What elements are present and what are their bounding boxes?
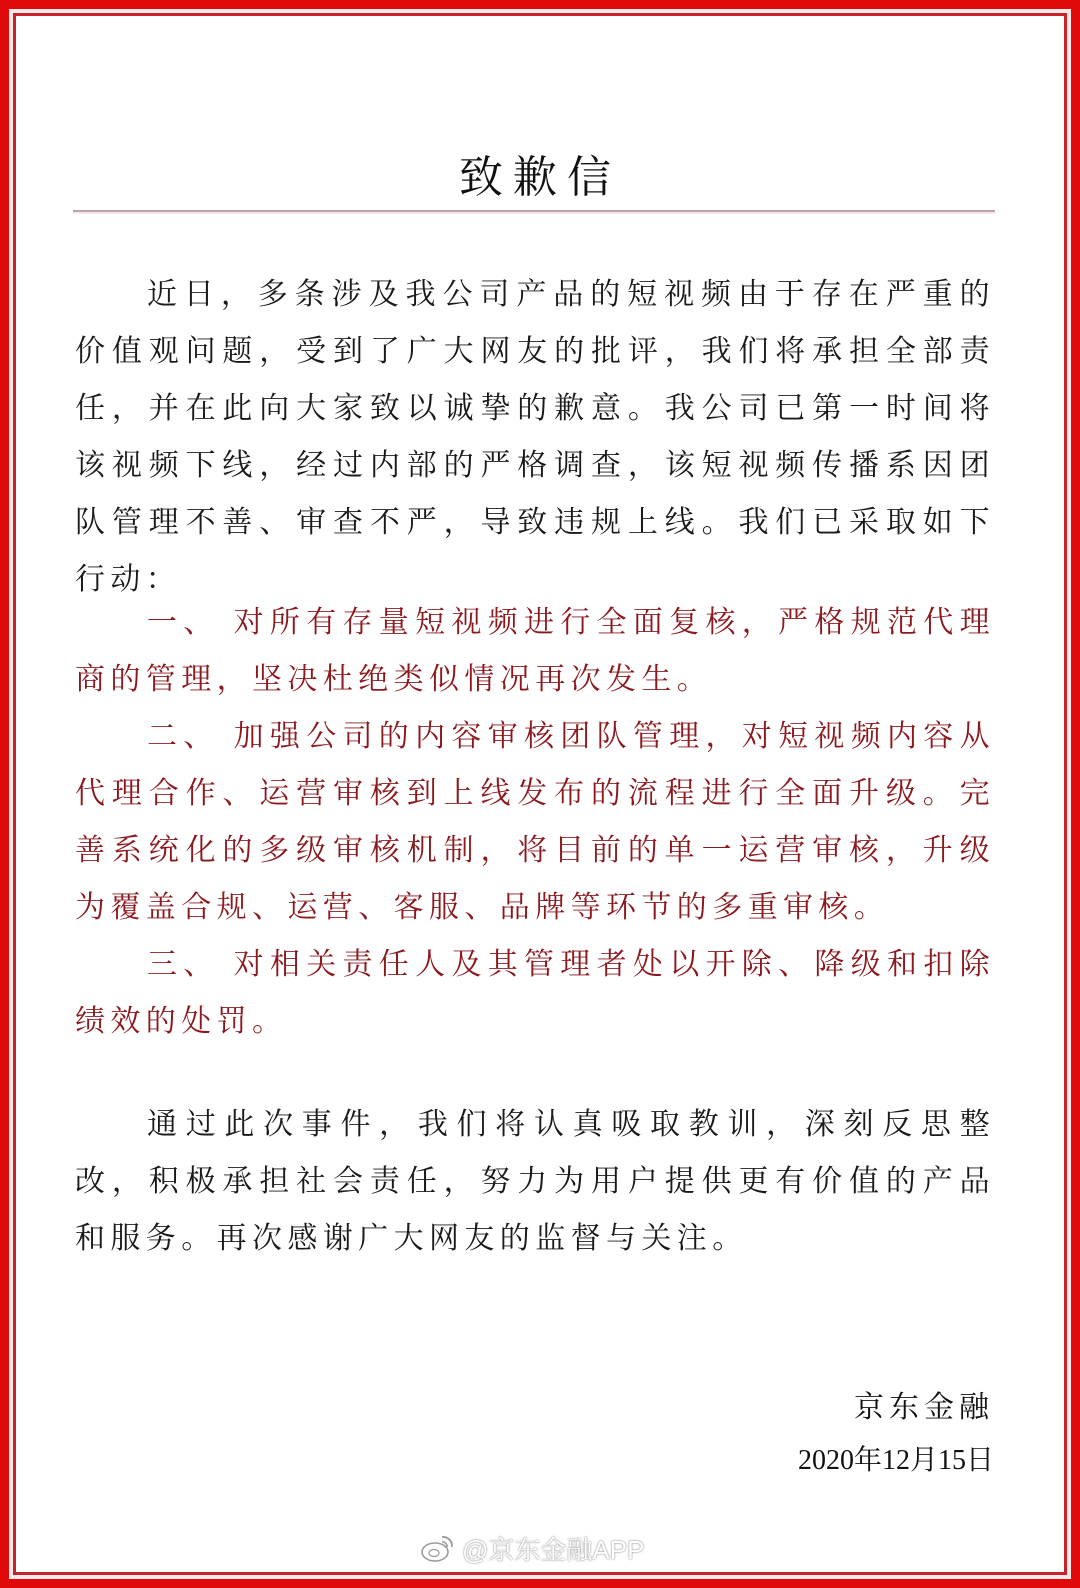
action-number-3: 三、 [147,947,220,982]
weibo-watermark [420,1528,644,1568]
closing-section [75,1096,995,1267]
title-divider [73,210,995,214]
action-number-2: 二、 [147,719,220,754]
action-text-1: 对所有存量短视频进行全面复核，严格规范代理商的管理，坚决杜绝类似情况再次发生。 [75,605,995,697]
action-item-2 [75,708,995,936]
action-list [75,594,995,1050]
action-item-1 [75,594,995,708]
watermark-text: @京东金融APP [462,1534,645,1565]
intro-section [75,266,995,608]
weibo-icon [420,1533,456,1563]
letter-title: 致歉信 [459,152,621,204]
action-text-3: 对相关责任人及其管理者处以开除、降级和扣除绩效的处罚。 [75,947,995,1039]
intro-paragraph: 近日，多条涉及我公司产品的短视频由于存在严重的价值观问题，受到了广大网友的批评，我们将承担全部责任，并在此向大家致以诚挚的歉意。我公司已第一时间将该视频下线，经过内部的严格调查，该短视频传播系因团队管理不善、审查不严，导致违规上线。我们已采取如下行动： [75,277,995,597]
action-text-2: 加强公司的内容审核团队管理，对短视频内容从代理合作、运营审核到上线发布的流程进行全面升级。完善系统化的多级审核机制，将目前的单一运营审核，升级为覆盖合规、运营、客服、品牌等环节的多重审核。 [75,719,995,925]
signature: 京东金融 [854,1390,994,1425]
action-number-1: 一、 [147,605,220,640]
action-item-3 [75,936,995,1050]
letter-date: 2020年12月15日 [797,1445,994,1476]
closing-paragraph: 通过此次事件，我们将认真吸取教训，深刻反思整改，积极承担社会责任，努力为用户提供更有价值的产品和服务。再次感谢广大网友的监督与关注。 [75,1107,995,1256]
